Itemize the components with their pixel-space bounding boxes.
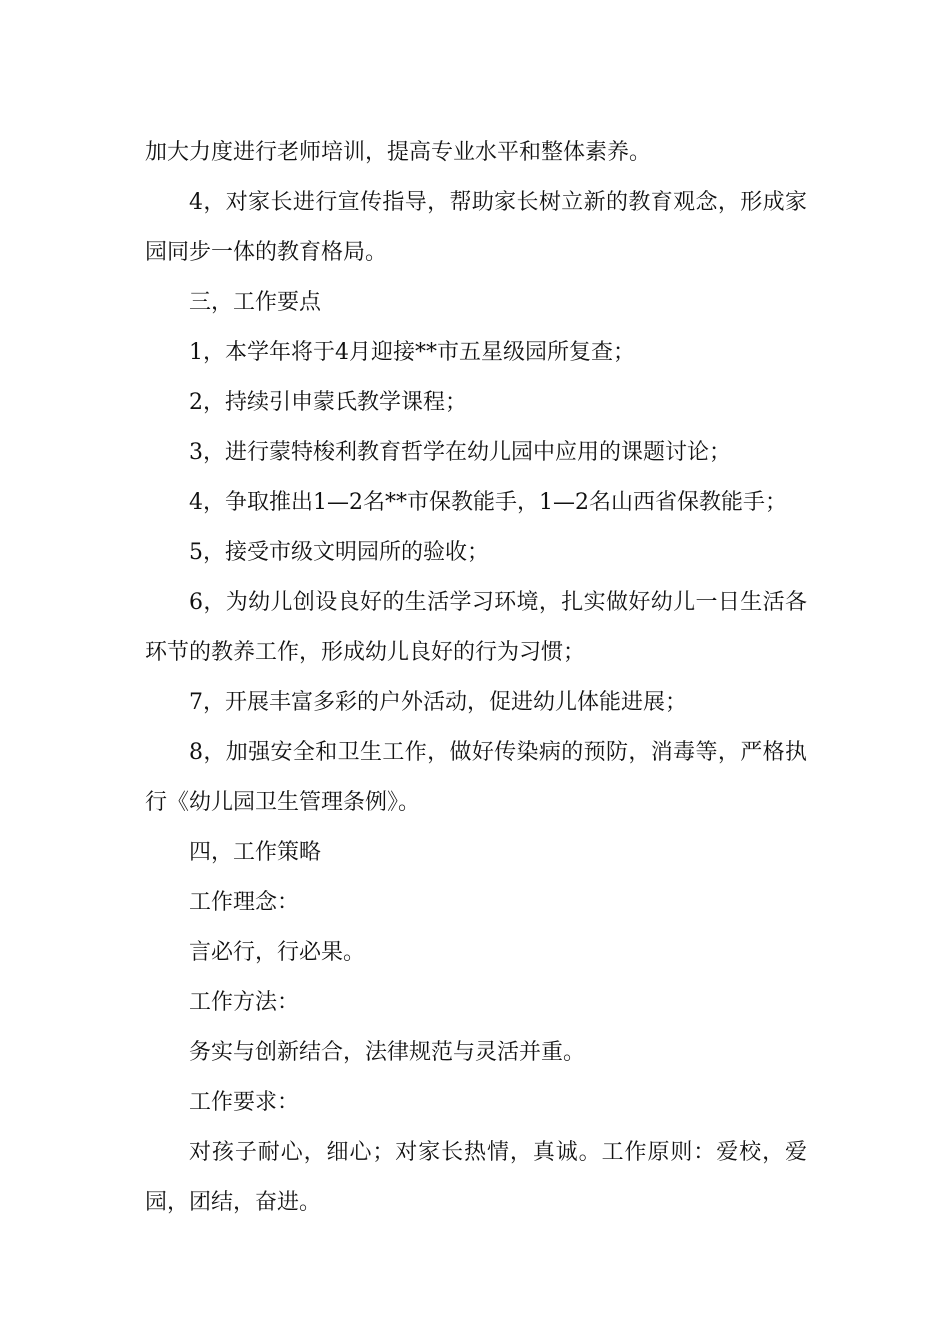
list-item-3: 3，进行蒙特梭利教育哲学在幼儿园中应用的课题讨论； [189,440,731,465]
paragraph-item-4-parents: 4，对家长进行宣传指导，帮助家长树立新的教育观念，形成家园同步一体的教育格局。 [145,190,807,265]
document-body [145,128,807,1228]
label-work-method: 工作方法： [189,990,300,1015]
list-item-2: 2，持续引申蒙氏教学课程； [189,390,467,415]
text-work-philosophy: 言必行，行必果。 [189,940,366,965]
list-item-8: 8，加强安全和卫生工作，做好传染病的预防，消毒等，严格执行《幼儿园卫生管理条例》。 [145,740,807,815]
list-item-4: 4，争取推出1—2名**市保教能手，1—2名山西省保教能手； [189,490,787,515]
label-work-philosophy: 工作理念： [189,890,300,915]
section-heading-work-points: 三，工作要点 [189,290,322,315]
section-heading-strategy: 四，工作策略 [189,840,322,865]
list-item-7: 7，开展丰富多彩的户外活动，促进幼儿体能进展； [189,690,687,715]
list-item-6: 6，为幼儿创设良好的生活学习环境，扎实做好幼儿一日生活各环节的教养工作，形成幼儿良好的行为习惯； [145,590,807,665]
label-work-requirements: 工作要求： [189,1090,300,1115]
text-work-method: 务实与创新结合，法律规范与灵活并重。 [189,1040,586,1065]
list-item-1: 1，本学年将于4月迎接**市五星级园所复查； [189,340,635,365]
paragraph-training: 加大力度进行老师培训，提高专业水平和整体素养。 [145,140,652,165]
list-item-5: 5，接受市级文明园所的验收； [189,540,489,565]
text-work-requirements: 对孩子耐心，细心；对家长热情，真诚。工作原则：爱校，爱园，团结，奋进。 [145,1140,807,1215]
